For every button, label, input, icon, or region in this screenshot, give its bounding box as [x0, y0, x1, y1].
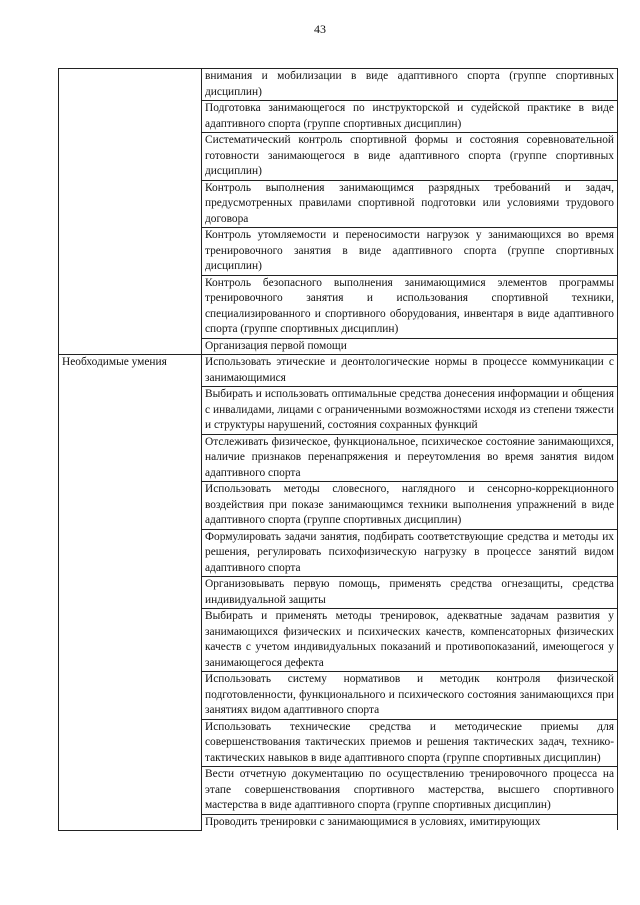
- table-cell: Подготовка занимающегося по инструкторской и судейской практике в виде адаптивного спорта (группе спортивных дисциплин): [202, 101, 618, 133]
- table-cell: Использовать систему нормативов и методик контроля физической подготовленности, функционального и психического состояния занимающихся при занятиях видом адаптивного спорта: [202, 672, 618, 720]
- table-cell: внимания и мобилизации в виде адаптивного спорта (группе спортивных дисциплин): [202, 69, 618, 101]
- table-cell: Вести отчетную документацию по осуществлению тренировочного процесса на этапе совершенствования спортивного мастерства, высшего спортивного мастерства в виде адаптивного спорта (группе спортивных дисциплин): [202, 767, 618, 815]
- table-row: [59, 355, 618, 387]
- table-cell: Использовать этические и деонтологические нормы в процессе коммуникации с занимающимися: [202, 355, 618, 387]
- table-cell: Контроль выполнения занимающимся разрядных требований и задач, предусмотренных правилами спортивной подготовки или условиями трудового договора: [202, 180, 618, 228]
- table-cell: Контроль безопасного выполнения занимающимися элементов программы тренировочного занятия и использования спортивной техники, специализированного и спортивного оборудования, инвентаря в виде адаптивного спорта (группе спортивных дисциплин): [202, 275, 618, 338]
- table-cell: Использовать технические средства и методические приемы для совершенствования тактических приемов и решения тактических задач, технико-тактических навыков в виде адаптивного спорта (группе спортивных дисциплин): [202, 719, 618, 767]
- table-cell: Использовать методы словесного, наглядного и сенсорно-коррекционного воздействия при показе занимающимся техники выполнения упражнений в виде адаптивного спорта (группе спортивных дисциплин): [202, 482, 618, 530]
- table-cell: Выбирать и применять методы тренировок, адекватные задачам развития у занимающихся физических и психических качеств, компенсаторных физических качеств с учетом индивидуальных показаний и противопоказаний, имеющегося у занимающегося дефекта: [202, 609, 618, 672]
- table-cell: Организовывать первую помощь, применять средства огнезащиты, средства индивидуальной защиты: [202, 577, 618, 609]
- page-number: 43: [314, 22, 326, 36]
- table-cell: Проводить тренировки с занимающимися в условиях, имитирующих: [202, 814, 618, 830]
- table-cell: Выбирать и использовать оптимальные средства донесения информации и общения с инвалидами, лицами с ограниченными возможностями исходя из степени тяжести и структуры нарушений, состояния сохранных функций: [202, 387, 618, 435]
- competency-table: [58, 68, 618, 831]
- table-cell: Систематический контроль спортивной формы и состояния соревновательной готовности занимающегося в виде адаптивного спорта (группе спортивных дисциплин): [202, 133, 618, 181]
- table-cell: Организация первой помощи: [202, 338, 618, 355]
- table-row: [59, 69, 618, 101]
- table-cell: Формулировать задачи занятия, подбирать соответствующие средства и методы их решения, регулировать психофизическую нагрузку в процессе занятий видом адаптивного спорта: [202, 529, 618, 577]
- table-cell: Контроль утомляемости и переносимости нагрузок у занимающихся во время тренировочного занятия в виде адаптивного спорта (группе спортивных дисциплин): [202, 228, 618, 276]
- section-label: Необходимые умения: [59, 355, 202, 831]
- table-cell: Отслеживать физическое, функциональное, психическое состояние занимающихся, наличие признаков перенапряжения и переутомления во время занятия видом адаптивного спорта: [202, 434, 618, 482]
- empty-label-cell: [59, 69, 202, 355]
